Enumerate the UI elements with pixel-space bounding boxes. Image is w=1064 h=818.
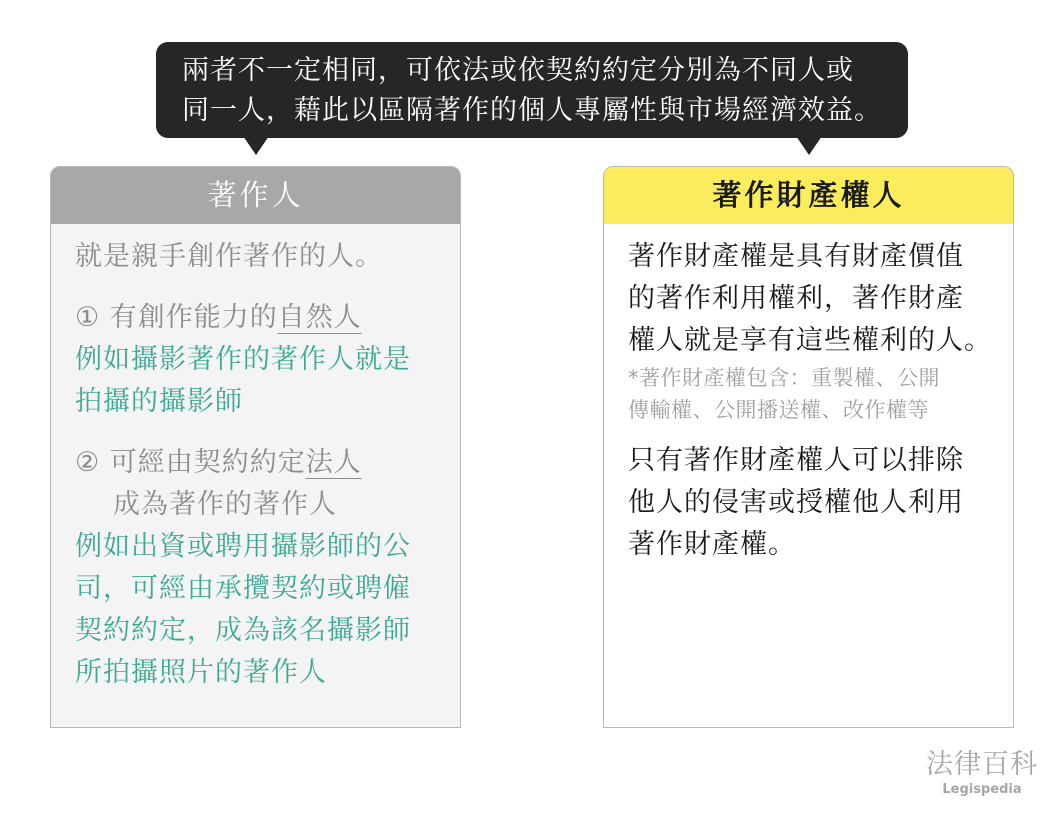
rights-para-2-line-3: 著作財產權。	[628, 529, 796, 560]
natural-person-term: 自然人	[277, 302, 362, 333]
rights-note-line-2: 傳輸權、公開播送權、改作權等	[628, 398, 929, 422]
author-item-legal-person	[75, 442, 460, 484]
rights-para-1-line-1: 著作財產權是具有財產價值	[628, 241, 964, 272]
rights-para-2-line-1: 只有著作財產權人可以排除	[628, 445, 964, 476]
rights-para-1-line-3: 權人就是享有這些權利的人。	[628, 325, 992, 356]
callout-pointer-left	[243, 136, 269, 155]
author-intro: 就是親手創作著作的人。	[75, 241, 383, 272]
rights-para-2-line-2: 他人的侵害或授權他人利用	[628, 487, 964, 518]
author-example-2-line-3: 契約約定，成為該名攝影師	[75, 615, 411, 646]
author-card	[50, 166, 461, 728]
callout-line-1: 兩者不一定相同，可依法或依契約約定分別為不同人或	[182, 55, 854, 86]
legispedia-logo	[926, 748, 1038, 798]
legal-person-term: 法人	[305, 447, 362, 478]
author-example-1-line-2: 拍攝的攝影師	[75, 386, 243, 417]
author-example-2-line-4: 所拍攝照片的著作人	[75, 657, 327, 688]
author-card-body	[51, 224, 460, 694]
rights-note-line-1: *著作財產權包含：重製權、公開	[628, 366, 940, 390]
author-item-natural-person	[75, 297, 460, 339]
author-item-legal-person-cont: 成為著作的著作人	[113, 489, 337, 520]
author-card-title: 著作人	[51, 167, 460, 224]
author-example-2-line-2: 司，可經由承攬契約或聘僱	[75, 573, 411, 604]
logo-main-text: 法律百科	[926, 749, 1038, 780]
item1-prefix: ① 有創作能力的	[75, 302, 278, 333]
author-example-2-line-1: 例如出資或聘用攝影師的公	[75, 531, 411, 562]
economic-rights-holder-body	[604, 224, 1013, 566]
item2-prefix: ② 可經由契約約定	[75, 447, 306, 478]
rights-para-1-line-2: 的著作利用權利，著作財產	[628, 283, 964, 314]
callout-bubble	[156, 42, 908, 138]
logo-sub-text: Legispedia	[942, 782, 1022, 797]
callout-line-2: 同一人，藉此以區隔著作的個人專屬性與市場經濟效益。	[182, 95, 882, 126]
economic-rights-holder-card	[603, 166, 1014, 728]
author-example-1-line-1: 例如攝影著作的著作人就是	[75, 344, 411, 375]
economic-rights-holder-title: 著作財產權人	[604, 167, 1013, 224]
callout-pointer-right	[796, 136, 822, 155]
